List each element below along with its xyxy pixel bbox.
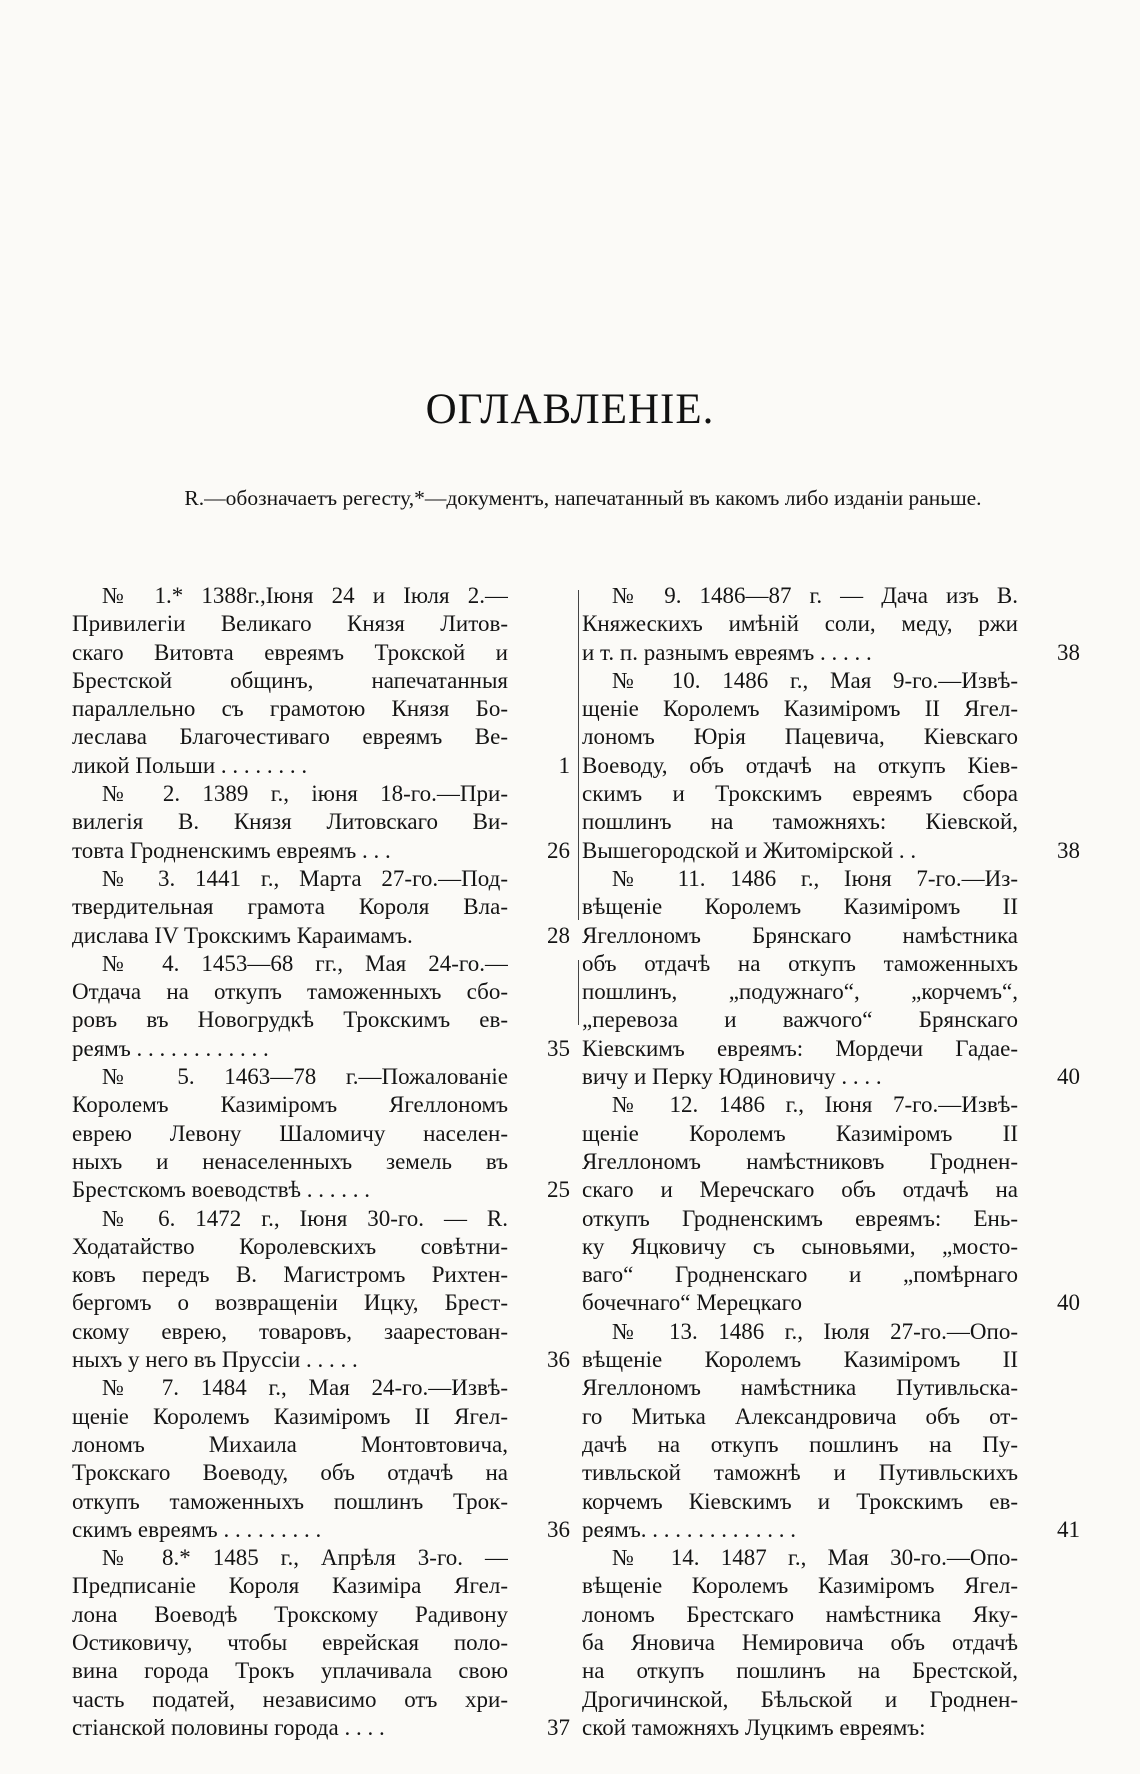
toc-entry-line: щеніе Королемъ Казиміромъ II Ягел- [582, 696, 1018, 722]
toc-entry-line: параллельно съ грамотою Князя Бо- [72, 696, 508, 722]
toc-entry-line: щеніе Королемъ Казиміромъ II Ягел- [72, 1403, 508, 1429]
toc-entry-line: № 8.* 1485 г., Апрѣля 3-го. — [102, 1545, 508, 1571]
toc-page-number: 36 [547, 1347, 570, 1373]
toc-entry-line: вѣщеніе Королемъ Казиміромъ II [582, 1347, 1018, 1373]
toc-entry [582, 865, 1080, 1091]
toc-entry-line: еврею Левону Шаломичу населен- [72, 1120, 508, 1146]
toc-entry [582, 667, 1080, 865]
toc-entry-line: откупъ Гродненскимъ евреямъ: Ень- [582, 1205, 1018, 1231]
toc-entry-line: Отдача на откупъ таможенныхъ сбо- [72, 979, 508, 1005]
toc-entry-line: ликой Польши . . . . . . . . [72, 752, 308, 778]
toc-entry-line: и т. п. разнымъ евреямъ . . . . . [582, 639, 872, 665]
toc-entry-line: скому еврею, товаровъ, заарестован- [72, 1318, 508, 1344]
toc-entry-line: твердительная грамота Короля Вла- [72, 894, 508, 920]
toc-entry-line: скаго и Меречскаго объ отдачѣ на [582, 1177, 1018, 1203]
toc-entry [582, 582, 1080, 667]
toc-entry-line: часть податей, независимо отъ хри- [72, 1686, 508, 1712]
toc-entry-line: ныхъ у него въ Пруссіи . . . . . [72, 1347, 358, 1373]
toc-entry [72, 582, 570, 780]
toc-entry-line: лономъ Михаила Монтовтовича, [72, 1431, 508, 1457]
toc-entry-line: № 9. 1486—87 г. — Дача изъ В. [612, 583, 1018, 608]
toc-entry-line: № 7. 1484 г., Мая 24-го.—Извѣ- [102, 1375, 508, 1401]
toc-entry [582, 1318, 1080, 1544]
toc-entry-line: ковъ передъ В. Магистромъ Рихтен- [72, 1262, 508, 1288]
toc-entry-line: № 2. 1389 г., іюня 18-го.—При- [102, 781, 508, 807]
toc-entry-line: № 11. 1486 г., Іюня 7-го.—Из- [612, 865, 1018, 891]
toc-entry [72, 780, 570, 865]
column-rule-bottom [578, 960, 579, 1025]
toc-entry-line: Брестской общинъ, напечатанныя [72, 667, 508, 693]
toc-entry-line: скимъ евреямъ . . . . . . . . . [72, 1516, 322, 1542]
toc-page-number: 25 [547, 1177, 570, 1203]
toc-entry-line: дислава IV Трокскимъ Караимамъ. [72, 922, 413, 948]
toc-entry [72, 1374, 570, 1544]
toc-entry-line: тивльской таможнѣ и Путивльскихъ [582, 1460, 1018, 1486]
toc-entry-line: № 3. 1441 г., Марта 27-го.—Под- [102, 865, 508, 891]
toc-entry-line: № 12. 1486 г., Іюня 7-го.—Извѣ- [612, 1092, 1018, 1118]
toc-entry-line: ровъ въ Новогрудкѣ Трокскимъ ев- [72, 1007, 508, 1033]
toc-entry-line: вилегія В. Князя Литовскаго Ви- [72, 809, 508, 835]
toc-entry-line: откупъ таможенныхъ пошлинъ Трок- [72, 1488, 508, 1514]
toc-entry-line: леслава Благочестиваго евреямъ Ве- [72, 724, 508, 750]
toc-entry [582, 1091, 1080, 1317]
toc-page-number [1030, 1714, 1080, 1742]
toc-entry-line: № 5. 1463—78 г.—Пожалованіе [102, 1064, 508, 1090]
toc-page-number: 37 [547, 1714, 570, 1740]
toc-page-number: 26 [547, 837, 570, 863]
toc-entry-line: Королемъ Казиміромъ Ягеллономъ [72, 1092, 508, 1118]
toc-entry-line: пошлинъ, „подужнаго“, „корчемъ“, [582, 979, 1018, 1005]
toc-entry-line: на откупъ пошлинъ на Брестской, [582, 1658, 1018, 1684]
toc-entry-line: ваго“ Гродненскаго и „помѣрнаго [582, 1262, 1018, 1288]
toc-entry-line: объ отдачѣ на откупъ таможенныхъ [582, 950, 1018, 976]
legend-note: R.—обозначаетъ регесту,*—документъ, напечатанный въ какомъ либо изданіи раньше. [184, 486, 982, 510]
page-title: ОГЛАВЛЕНІЕ. [425, 386, 715, 433]
toc-entry-line: ской таможняхъ Луцкимъ евреямъ: [582, 1714, 926, 1740]
toc-page-number: 1 [558, 752, 570, 778]
toc-entry-line: бочечнаго“ Мерецкаго [582, 1290, 802, 1316]
toc-entry-line: лономъ Юрія Пацевича, Кіевскаго [582, 724, 1018, 750]
toc-page-number: 35 [547, 1035, 570, 1061]
toc-entry [72, 950, 570, 1063]
toc-entry-line: го Митька Александровича объ от- [582, 1403, 1018, 1429]
column-rule-top [578, 590, 579, 920]
toc-entry-line: № 1.* 1388г.,Іюня 24 и Іюля 2.— [102, 583, 508, 608]
toc-entry-line: Ходатайство Королевскихъ совѣтни- [72, 1233, 508, 1259]
toc-entry-line: Ягеллономъ намѣстниковъ Гроднен- [582, 1148, 1018, 1174]
toc-page-number: 38 [1057, 639, 1080, 665]
toc-entry [72, 1063, 570, 1204]
toc-page-number: 38 [1057, 837, 1080, 863]
toc-entry-line: ба Яновича Немировича объ отдачѣ [582, 1629, 1018, 1655]
toc-page-number: 40 [1057, 1064, 1080, 1090]
toc-entry-line: вина города Трокъ уплачивала свою [72, 1658, 508, 1684]
toc-entry-line: № 10. 1486 г., Мая 9-го.—Извѣ- [612, 667, 1018, 693]
toc-entry-line: Вышегородской и Житомірской . . [582, 837, 917, 863]
toc-entry-line: бергомъ о возвращеніи Ицку, Брест- [72, 1290, 508, 1316]
toc-entry-line: № 6. 1472 г., Іюня 30-го. — R. [102, 1205, 508, 1231]
toc-entry-line: Княжескихъ имѣній соли, меду, ржи [582, 611, 1018, 637]
toc-right-column [582, 582, 1080, 1742]
toc-page-number: 36 [547, 1516, 570, 1542]
toc-entry-line: скимъ и Трокскимъ евреямъ сбора [582, 781, 1018, 807]
toc-entry-line: дачѣ на откупъ пошлинъ на Пу- [582, 1431, 1018, 1457]
toc-entry-line: корчемъ Кіевскимъ и Трокскимъ ев- [582, 1488, 1018, 1514]
toc-entry-line: № 4. 1453—68 гг., Мая 24-го.— [102, 950, 508, 976]
toc-page-number: 28 [547, 922, 570, 948]
toc-entry-line: вѣщеніе Королемъ Казиміромъ Ягел- [582, 1573, 1018, 1599]
toc-page-number: 41 [1057, 1516, 1080, 1542]
toc-page-number: 40 [1057, 1290, 1080, 1316]
toc-entry-line: пошлинъ на таможняхъ: Кіевской, [582, 809, 1018, 835]
toc-entry-line: реямъ . . . . . . . . . . . . [72, 1035, 269, 1061]
toc-entry [72, 1544, 570, 1742]
toc-entry-line: лона Воеводѣ Трокскому Радивону [72, 1601, 508, 1627]
toc-entry-line: щеніе Королемъ Казиміромъ II [582, 1120, 1018, 1146]
toc-entry-line: № 14. 1487 г., Мая 30-го.—Опо- [612, 1545, 1018, 1571]
toc-entry-line: Брестскомъ воеводствѣ . . . . . . [72, 1177, 371, 1203]
toc-entry [72, 1205, 570, 1375]
toc-entry-line: Кіевскимъ евреямъ: Мордечи Гадае- [582, 1035, 1018, 1061]
toc-entry-line: № 13. 1486 г., Іюля 27-го.—Опо- [612, 1318, 1018, 1344]
toc-entry-line: Привилегіи Великаго Князя Литов- [72, 611, 508, 637]
toc-entry-line: ку Яцковичу съ сыновьями, „мосто- [582, 1233, 1018, 1259]
toc-entry-line: лономъ Брестскаго намѣстника Яку- [582, 1601, 1018, 1627]
toc-entry-line: „перевоза и важчого“ Брянскаго [582, 1007, 1018, 1033]
toc-entry [72, 865, 570, 950]
toc-entry-line: скаго Витовта евреямъ Трокской и [72, 639, 508, 665]
toc-left-column [72, 582, 570, 1742]
toc-entry-line: реямъ. . . . . . . . . . . . . . [582, 1516, 796, 1542]
toc-entry-line: Предписаніе Короля Казиміра Ягел- [72, 1573, 508, 1599]
toc-entry-line: Остиковичу, чтобы еврейская поло- [72, 1629, 508, 1655]
toc-entry-line: Ягеллономъ намѣстника Путивльска- [582, 1375, 1018, 1401]
toc-entry-line: вичу и Перку Юдиновичу . . . . [582, 1064, 882, 1090]
toc-entry-line: вѣщеніе Королемъ Казиміромъ II [582, 894, 1018, 920]
toc-entry-line: Трокскаго Воеводу, объ отдачѣ на [72, 1460, 508, 1486]
toc-entry-line: Воеводу, объ отдачѣ на откупъ Кіев- [582, 752, 1018, 778]
toc-entry-line: ныхъ и ненаселенныхъ земель въ [72, 1148, 508, 1174]
toc-entry-line: Ягеллономъ Брянскаго намѣстника [582, 922, 1018, 948]
toc-entry-line: товта Гродненскимъ евреямъ . . . [72, 837, 391, 863]
toc-entry-line: стіанской половины города . . . . [72, 1714, 385, 1740]
toc-entry [582, 1544, 1080, 1742]
toc-entry-line: Дрогичинской, Бѣльской и Гроднен- [582, 1686, 1018, 1712]
